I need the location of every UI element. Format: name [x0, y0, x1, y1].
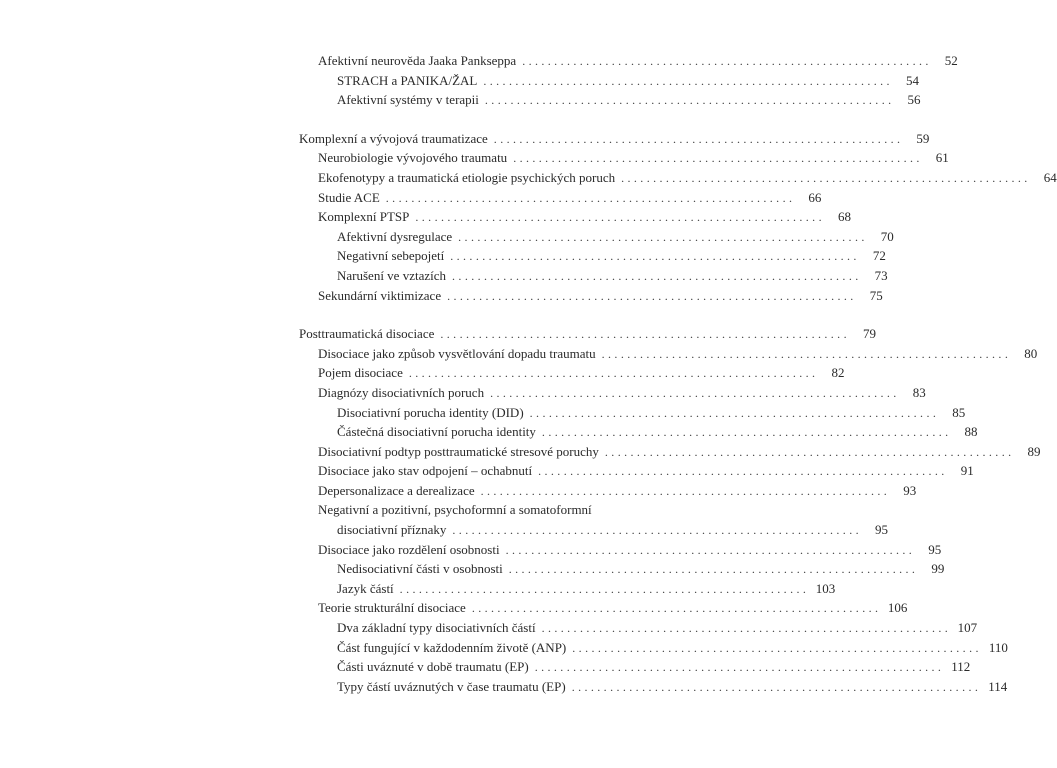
toc-entry	[299, 90, 921, 110]
toc-entry-page: 88	[964, 424, 978, 440]
toc-leader-dots: ................................................................	[538, 464, 948, 479]
toc-section	[299, 129, 1057, 305]
toc-entry-page: 83	[912, 384, 926, 400]
toc-entry	[299, 227, 894, 247]
toc-entry	[299, 422, 978, 442]
toc-entry-title: Disociace jako stav odpojení – ochabnutí	[318, 463, 533, 479]
toc-leader-dots: ................................................................	[529, 405, 940, 420]
toc-entry-title: Komplexní a vývojová traumatizace	[299, 130, 488, 146]
toc-leader-dots: ................................................................	[480, 483, 891, 498]
toc-leader-dots: ................................................................	[447, 288, 857, 303]
toc-entry-title: Afektivní dysregulace	[337, 228, 453, 244]
toc-entry-title: Komplexní PTSP	[318, 209, 410, 225]
toc-leader-dots: ................................................................	[490, 385, 900, 400]
toc-leader-dots: ................................................................	[450, 249, 860, 264]
toc-leader-dots: ................................................................	[452, 523, 862, 538]
toc-entry-page: 80	[1024, 345, 1038, 361]
toc-entry	[299, 618, 978, 638]
toc-entry-title: Ekofenotypy a traumatická etiologie psychických poruch	[318, 169, 616, 185]
toc-entry-page: 75	[869, 287, 883, 303]
toc-entry	[299, 481, 917, 501]
toc-entry-title: Negativní a pozitivní, psychoformní a somatoformní	[318, 502, 592, 518]
toc-entry	[299, 246, 886, 266]
toc-entry	[299, 442, 1041, 462]
toc-entry-title: Část fungující v každodenním životě (ANP)	[337, 639, 567, 655]
toc-entry-page: 64	[1043, 169, 1057, 185]
toc-entry-page: 66	[808, 189, 822, 205]
toc-entry-title: Narušení ve vztazích	[337, 267, 447, 283]
toc-leader-dots: ................................................................	[483, 73, 893, 88]
toc-entry-title: Negativní sebepojetí	[337, 248, 445, 264]
toc-entry	[299, 540, 942, 560]
toc-leader-dots: ................................................................	[541, 621, 952, 636]
toc-entry	[299, 188, 822, 208]
toc-entry-page: 110	[988, 639, 1008, 655]
toc-entry-title: Afektivní neurověda Jaaka Pankseppa	[318, 53, 517, 68]
toc-entry-page: 72	[872, 248, 886, 264]
toc-entry-title: Typy částí uváznutých v čase traumatu (EP)	[337, 678, 566, 694]
toc-entry-page: 59	[916, 130, 930, 146]
toc-entry-page: 79	[862, 326, 876, 342]
toc-leader-dots: ................................................................	[513, 151, 923, 166]
toc-entry	[299, 677, 1008, 697]
toc-entry-title: Studie ACE	[318, 189, 380, 205]
toc-entry	[299, 461, 974, 481]
toc-leader-dots: ................................................................	[415, 210, 825, 225]
toc-leader-dots: ................................................................	[493, 131, 904, 146]
toc-leader-dots: ................................................................	[458, 229, 868, 244]
toc-leader-dots: ................................................................	[440, 327, 850, 342]
toc-entry-title-continued: disociativní příznaky	[337, 522, 447, 538]
toc-entry-page: 54	[905, 72, 919, 88]
toc-entry-page: 106	[887, 600, 908, 616]
toc-entry-page: 82	[831, 365, 845, 381]
toc-entry-continuation	[299, 520, 888, 540]
toc-entry-title: STRACH a PANIKA/ŽAL	[337, 72, 478, 88]
toc-entry-title: Afektivní systémy v terapii	[337, 92, 479, 108]
toc-leader-dots: ................................................................	[471, 601, 882, 616]
toc-entry-title: Nedisociativní části v osobnosti	[337, 561, 503, 577]
toc-entry-title: Dva základní typy disociativních částí	[337, 620, 536, 636]
toc-entry	[299, 148, 949, 168]
toc-entry-page: 56	[907, 92, 921, 108]
toc-entry	[299, 657, 971, 677]
toc-entry-title: Částečná disociativní porucha identity	[337, 424, 536, 440]
toc-entry-page: 70	[880, 228, 894, 244]
toc-leader-dots: ................................................................	[534, 660, 945, 675]
toc-entry-page: 68	[837, 209, 851, 225]
toc-leader-dots: ................................................................	[484, 93, 895, 108]
toc-entry-page: 91	[960, 463, 974, 479]
toc-entry	[299, 638, 1008, 658]
toc-entry-title: Části uváznuté v době traumatu (EP)	[337, 659, 529, 675]
toc-entry	[299, 207, 851, 227]
toc-entry-page: 107	[957, 620, 978, 636]
toc-entry	[299, 129, 930, 149]
toc-leader-dots: ................................................................	[601, 346, 1012, 361]
toc-entry-title: Disociace jako rozdělení osobnosti	[318, 541, 500, 557]
toc-leader-dots: ................................................................	[385, 190, 796, 205]
toc-leader-dots: ................................................................	[508, 562, 919, 577]
table-of-contents	[299, 51, 1057, 696]
toc-entry-title: Neurobiologie vývojového traumatu	[318, 150, 508, 166]
toc-leader-dots: ................................................................	[604, 444, 1015, 459]
toc-entry	[299, 579, 836, 599]
toc-entry-page: 89	[1027, 443, 1041, 459]
toc-entry	[299, 71, 919, 91]
toc-entry-title: Disociace jako způsob vysvětlování dopadu traumatu	[318, 345, 596, 361]
toc-entry-title: Depersonalizace a derealizace	[318, 482, 475, 498]
toc-section	[299, 324, 1041, 696]
toc-entry-title: Disociativní podtyp posttraumatické stresové poruchy	[318, 443, 599, 459]
toc-leader-dots: ................................................................	[399, 581, 810, 596]
toc-entry-page: 73	[874, 267, 888, 283]
toc-entry	[299, 51, 958, 71]
toc-leader-dots: ................................................................	[621, 170, 1031, 185]
toc-entry-title: Posttraumatická disociace	[299, 326, 435, 342]
toc-entry-page: 99	[931, 561, 945, 577]
toc-entry-page: 114	[988, 678, 1008, 694]
toc-entry-page: 103	[815, 580, 836, 596]
toc-entry	[299, 363, 845, 383]
toc-entry	[299, 324, 876, 344]
toc-leader-dots: ................................................................	[408, 366, 819, 381]
toc-entry-page: 95	[928, 541, 942, 557]
toc-section	[299, 51, 958, 110]
toc-leader-dots: ................................................................	[452, 268, 862, 283]
toc-entry-page: 93	[903, 482, 917, 498]
toc-entry	[299, 286, 883, 306]
toc-entry-page: 95	[875, 522, 888, 538]
toc-entry-title: Pojem disociace	[318, 365, 403, 381]
toc-entry-title: Sekundární viktimizace	[318, 287, 442, 303]
toc-entry	[299, 168, 1057, 188]
toc-entry-title: Disociativní porucha identity (DID)	[337, 404, 524, 420]
toc-entry-title: Diagnózy disociativních poruch	[318, 384, 485, 400]
toc-entry	[299, 403, 966, 423]
toc-leader-dots: ................................................................	[571, 679, 982, 694]
toc-entry-page: 61	[935, 150, 949, 166]
toc-leader-dots: ................................................................	[522, 54, 932, 68]
toc-leader-dots: ................................................................	[541, 425, 952, 440]
toc-entry-page: 52	[944, 53, 958, 68]
toc-leader-dots: ................................................................	[505, 542, 916, 557]
toc-entry-title: Teorie strukturální disociace	[318, 600, 466, 616]
toc-entry-title: Jazyk částí	[337, 580, 394, 596]
toc-entry-page: 85	[952, 404, 966, 420]
toc-entry	[299, 500, 683, 520]
toc-entry	[299, 383, 926, 403]
toc-entry-page: 112	[951, 659, 971, 675]
toc-leader-dots: ................................................................	[572, 640, 982, 655]
toc-entry	[299, 598, 908, 618]
toc-entry	[299, 559, 945, 579]
toc-entry	[299, 344, 1038, 364]
toc-entry	[299, 266, 888, 286]
